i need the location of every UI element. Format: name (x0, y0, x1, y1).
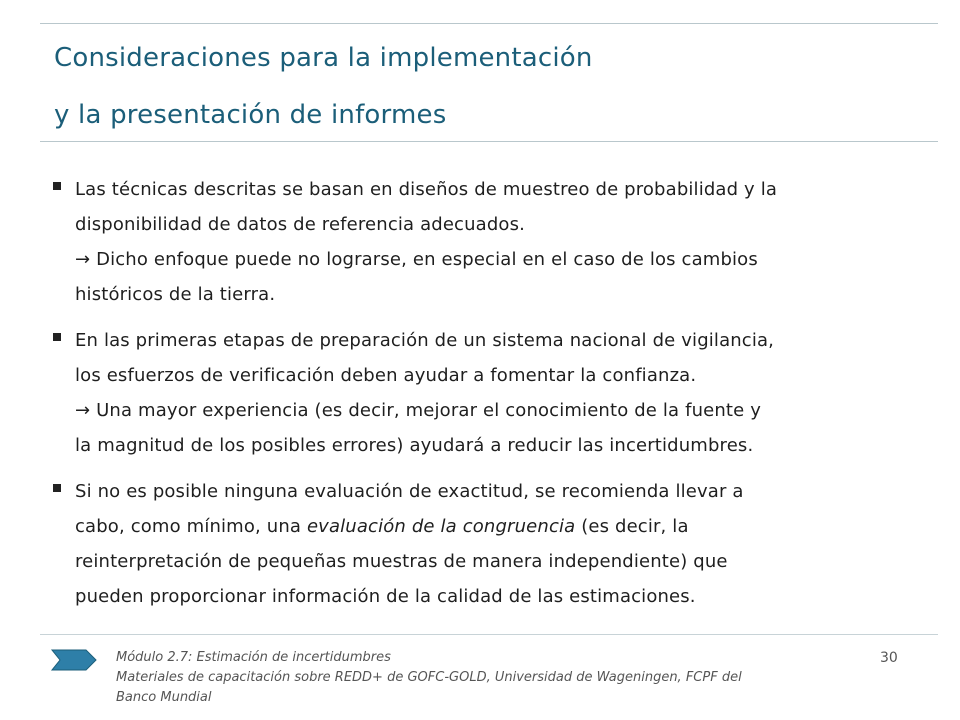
chevron-arrow-icon (50, 646, 98, 674)
bullet-line: disponibilidad de datos de referencia adecuados. (75, 214, 525, 235)
bullet-line: reinterpretación de pequeñas muestras de manera independiente) que (75, 551, 728, 572)
page-title (54, 30, 924, 144)
bullet-line: En las primeras etapas de preparación de un sistema nacional de vigilancia, (75, 330, 775, 351)
bullet-item (50, 474, 950, 614)
bullet-line: pueden proporcionar información de la calidad de las estimaciones. (75, 586, 696, 607)
top-divider (40, 23, 938, 24)
square-bullet-icon (53, 333, 61, 341)
square-bullet-icon (53, 484, 61, 492)
bullet-line: los esfuerzos de verificación deben ayudar a fomentar la confianza. (75, 365, 697, 386)
title-divider (40, 141, 938, 142)
bullet-arrow-line: → Dicho enfoque puede no lograrse, en especial en el caso de los cambios (75, 249, 758, 270)
bullet-line (75, 509, 950, 544)
bullet-text (75, 474, 950, 614)
title-line-1: Consideraciones para la implementación (54, 43, 593, 73)
bullet-line: históricos de la tierra. (75, 284, 276, 305)
square-bullet-icon (53, 182, 61, 190)
bullet-list (50, 172, 950, 625)
footer-divider (40, 634, 938, 635)
footer-credits (116, 648, 876, 708)
bullet-line: Las técnicas descritas se basan en diseños de muestreo de probabilidad y la (75, 179, 778, 200)
text-segment: (es decir, la (575, 516, 689, 537)
bullet-item (50, 323, 950, 463)
bullet-text (75, 172, 950, 312)
footer-module: Módulo 2.7: Estimación de incertidumbres (116, 650, 391, 665)
bullet-line: Si no es posible ninguna evaluación de exactitud, se recomienda llevar a (75, 481, 744, 502)
text-segment: cabo, como mínimo, una (75, 516, 307, 537)
footer-materials-cont: Banco Mundial (116, 690, 212, 705)
title-line-2: y la presentación de informes (54, 100, 447, 130)
bullet-item (50, 172, 950, 312)
emphasized-term: evaluación de la congruencia (306, 516, 576, 537)
bullet-line: la magnitud de los posibles errores) ayudará a reducir las incertidumbres. (75, 435, 754, 456)
page-number: 30 (880, 650, 898, 666)
footer-materials: Materiales de capacitación sobre REDD+ de GOFC-GOLD, Universidad de Wageningen, FCPF del (116, 670, 742, 685)
bullet-text (75, 323, 950, 463)
bullet-arrow-line: → Una mayor experiencia (es decir, mejorar el conocimiento de la fuente y (75, 400, 762, 421)
